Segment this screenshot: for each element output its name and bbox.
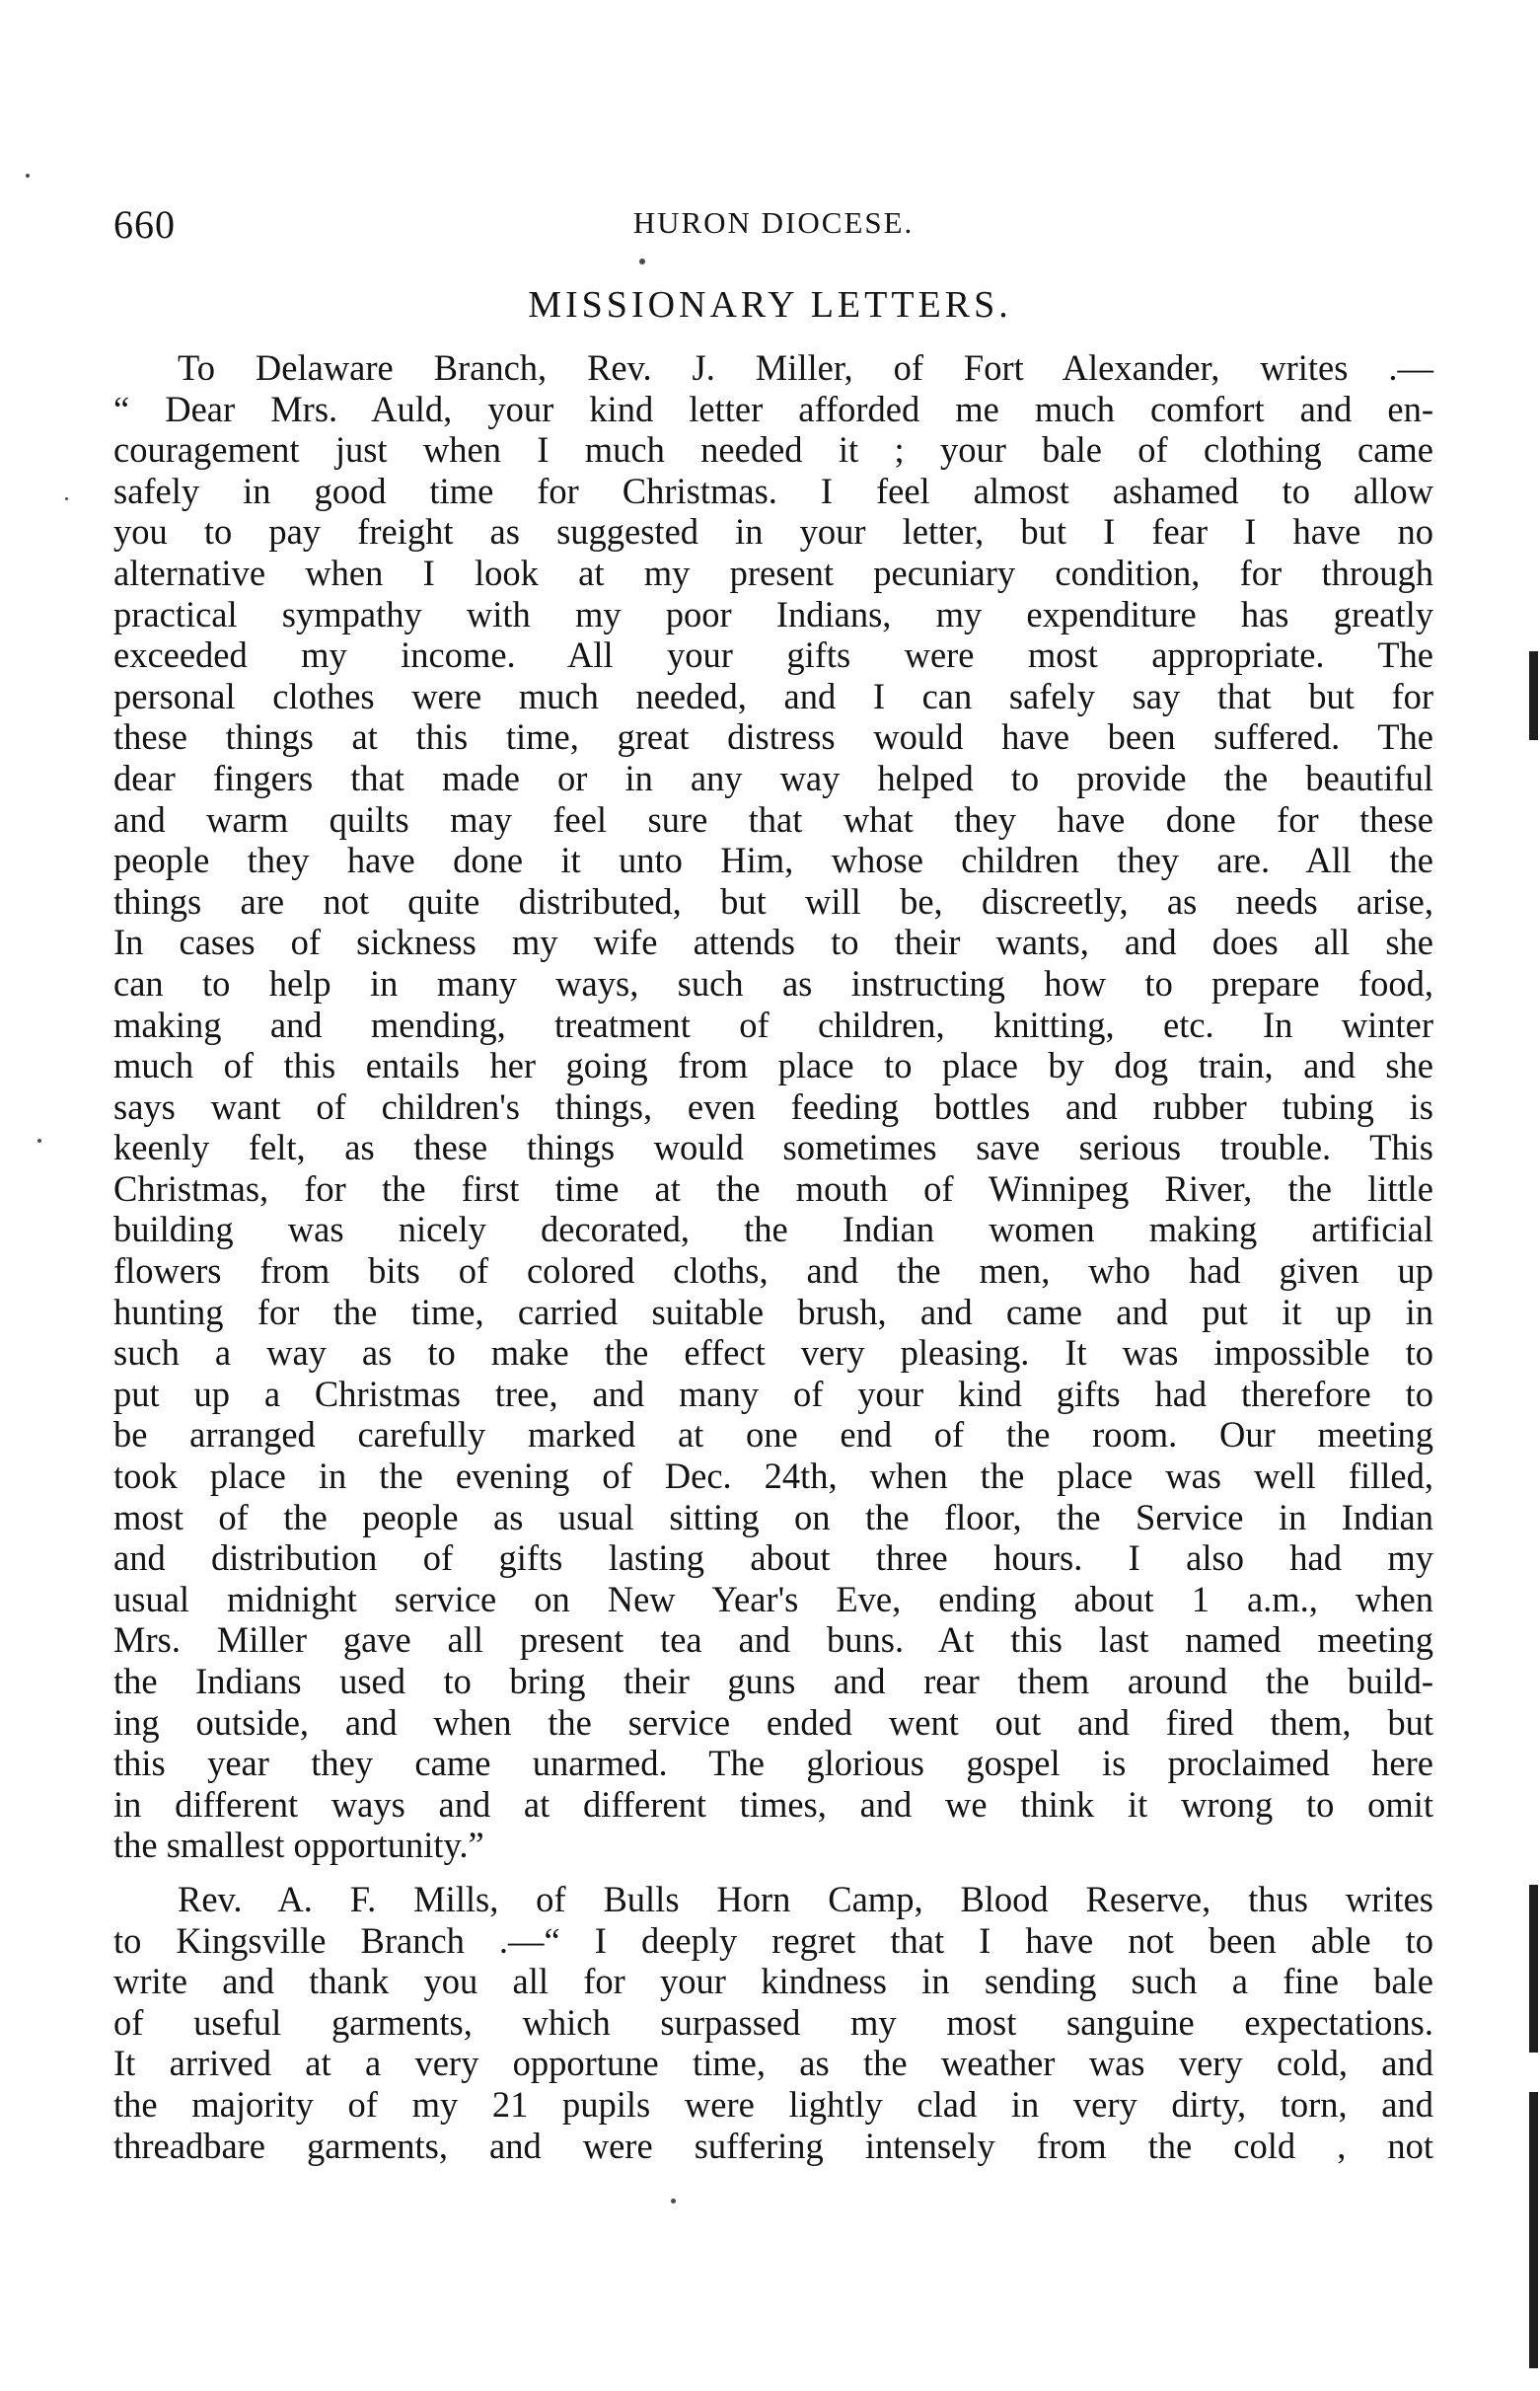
text-line: be arranged carefully marked at one end of the room. Our meeting xyxy=(113,1414,1433,1456)
text-line: of useful garments, which surpassed my most sanguine expectations. xyxy=(113,2001,1433,2043)
text-line: It arrived at a very opportune time, as the weather was very cold, and xyxy=(113,2043,1433,2084)
text-line: threadbare garments, and were suffering intensely from the cold , not xyxy=(113,2125,1433,2166)
text-line: this year they came unarmed. The glorious gospel is proclaimed here xyxy=(113,1743,1433,1784)
text-line: dear fingers that made or in any way helped to provide the beautiful xyxy=(113,757,1433,798)
section-title: MISSIONARY LETTERS. xyxy=(528,284,1012,326)
text-line: In cases of sickness my wife attends to their wants, and does all she xyxy=(113,922,1433,963)
text-line: took place in the evening of Dec. 24th, when the place was well filled, xyxy=(113,1456,1433,1497)
text-line: and distribution of gifts lasting about three hours. I also had my xyxy=(113,1537,1433,1579)
text-line: personal clothes were much needed, and I can safely say that but for xyxy=(113,675,1433,716)
text-line: exceeded my income. All your gifts were most appropriate. The xyxy=(113,635,1433,676)
running-head: HURON DIOCESE. xyxy=(632,205,915,240)
text-line: the Indians used to bring their guns and rear them around the build- xyxy=(113,1661,1433,1701)
text-line: safely in good time for Christmas. I feel almost ashamed to allow xyxy=(113,470,1433,511)
text-line: To Delaware Branch, Rev. J. Miller, of Fort Alexander, writes .— xyxy=(178,347,1433,388)
text-line: says want of children's things, even feeding bottles and rubber tubing is xyxy=(113,1085,1433,1127)
text-line: “ Dear Mrs. Auld, your kind letter afforded me much comfort and en- xyxy=(113,388,1433,429)
text-line: such a way as to make the effect very pleasing. It was impossible to xyxy=(113,1332,1433,1374)
text-line: write and thank you all for your kindness in sending such a fine bale xyxy=(113,1961,1433,2002)
text-line: practical sympathy with my poor Indians, my expenditure has greatly xyxy=(113,593,1433,635)
scan-edge-marks xyxy=(1510,632,1540,2368)
text-line: making and mending, treatment of children, knitting, etc. In winter xyxy=(113,1004,1433,1045)
text-line: Rev. A. F. Mills, of Bulls Horn Camp, Blood Reserve, thus writes xyxy=(178,1879,1433,1919)
text-line: building was nicely decorated, the Indian women making artificial xyxy=(113,1209,1433,1250)
text-line: to Kingsville Branch .—“ I deeply regret that I have not been able to xyxy=(113,1919,1433,1961)
text-line: Mrs. Miller gave all present tea and buns. At this last named meeting xyxy=(113,1619,1433,1661)
text-line: most of the people as usual sitting on the floor, the Service in Indian xyxy=(113,1496,1433,1537)
text-line: the majority of my 21 pupils were lightly clad in very dirty, torn, and xyxy=(113,2083,1433,2125)
scan-speck xyxy=(65,497,68,500)
scan-speck xyxy=(37,1139,41,1143)
text-line: keenly felt, as these things would sometimes save serious trouble. This xyxy=(113,1127,1433,1168)
text-line: people they have done it unto Him, whose children they are. All the xyxy=(113,840,1433,881)
text-line: couragement just when I much needed it ; your bale of clothing came xyxy=(113,429,1433,471)
letter-paragraph-2 xyxy=(113,1879,1433,2166)
text-line: things are not quite distributed, but will be, discreetly, as needs arise, xyxy=(113,880,1433,922)
text-line: can to help in many ways, such as instructing how to prepare food, xyxy=(113,962,1433,1004)
text-line: the smallest opportunity.” xyxy=(113,1825,484,1866)
text-line: much of this entails her going from place to place by dog train, and she xyxy=(113,1045,1433,1086)
scan-speck xyxy=(26,174,30,178)
text-line: alternative when I look at my present pecuniary condition, for through xyxy=(113,552,1433,593)
text-line: Christmas, for the first time at the mouth of Winnipeg River, the little xyxy=(113,1167,1433,1209)
page-header xyxy=(113,201,1433,251)
page-number: 660 xyxy=(113,202,176,247)
text-line: you to pay freight as suggested in your letter, but I fear I have no xyxy=(113,511,1433,553)
scan-speck xyxy=(639,259,645,264)
text-line: put up a Christmas tree, and many of your kind gifts had therefore to xyxy=(113,1373,1433,1414)
text-line: in different ways and at different times, and we think it wrong to omit xyxy=(113,1783,1433,1825)
scan-edge-bar xyxy=(1529,2092,1538,2368)
text-line: ing outside, and when the service ended went out and fired them, but xyxy=(113,1701,1433,1743)
letter-paragraph-1 xyxy=(113,347,1433,1866)
text-line: hunting for the time, carried suitable brush, and came and put it up in xyxy=(113,1291,1433,1332)
text-line: usual midnight service on New Year's Eve, ending about 1 a.m., when xyxy=(113,1578,1433,1619)
text-line: flowers from bits of colored cloths, and the men, who had given up xyxy=(113,1250,1433,1292)
scan-speck xyxy=(671,2199,676,2204)
scan-edge-bar xyxy=(1529,1885,1538,2053)
text-line: and warm quilts may feel sure that what they have done for these xyxy=(113,798,1433,840)
scan-edge-bar xyxy=(1529,651,1538,740)
text-line: these things at this time, great distress would have been suffered. The xyxy=(113,716,1433,758)
